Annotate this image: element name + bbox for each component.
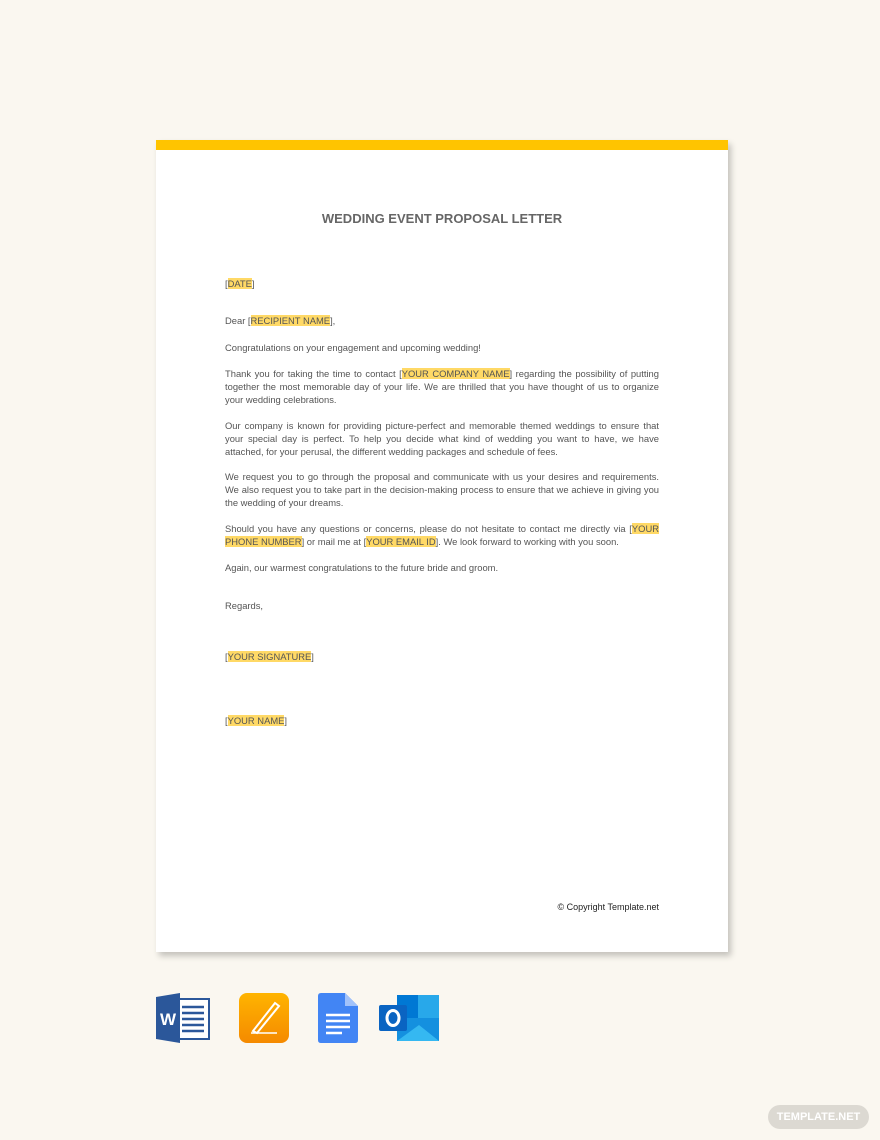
paragraph-text: ] or mail me at [	[301, 535, 367, 547]
template-net-badge[interactable]: TEMPLATE.NET	[768, 1105, 869, 1129]
salutation-text: ],	[330, 315, 336, 326]
salutation	[225, 315, 659, 328]
paragraph-text: Should you have any questions or concerns, please do not hesitate to contact me directly via [	[225, 523, 632, 534]
paragraph-1	[225, 368, 659, 406]
regards: Regards,	[225, 600, 264, 611]
signature-placeholder: YOUR SIGNATURE	[227, 651, 312, 662]
signature-line	[225, 651, 659, 664]
bracket: [	[225, 278, 228, 289]
copyright: © Copyright Template.net	[557, 902, 659, 912]
paragraph-text: Thank you for taking the time to contact [	[225, 368, 402, 379]
name-placeholder: YOUR NAME	[227, 715, 285, 726]
phone-placeholder: YOUR PHONE NUMBER	[225, 523, 659, 547]
svg-text:W: W	[159, 1010, 177, 1029]
bracket: [	[225, 651, 228, 662]
name-line	[225, 715, 659, 728]
bracket: [	[225, 715, 228, 726]
accent-bar	[156, 140, 728, 150]
date-placeholder: DATE	[227, 278, 252, 289]
apple-pages-icon[interactable]	[239, 993, 289, 1048]
closing-line: Again, our warmest congratulations to the future bride and groom.	[225, 562, 499, 573]
bracket: ]	[311, 651, 314, 662]
recipient-placeholder: RECIPIENT NAME	[250, 315, 331, 326]
microsoft-word-icon[interactable]	[156, 993, 210, 1048]
google-docs-icon[interactable]	[318, 993, 358, 1048]
salutation-text: Dear [	[225, 315, 251, 326]
bracket: ]	[251, 278, 255, 289]
paragraph-text: ]. We look forward to working with you soon.	[435, 535, 619, 547]
congrats-line: Congratulations on your engagement and upcoming wedding!	[225, 342, 481, 353]
email-placeholder: YOUR EMAIL ID	[366, 535, 436, 547]
bracket: ]	[284, 715, 287, 726]
outlook-icon[interactable]	[379, 993, 439, 1048]
company-placeholder: YOUR COMPANY NAME	[401, 368, 510, 379]
paragraph-3: We request you to go through the proposal and communicate with us your desires and requirements. We also request you to take part in the decision-making process to ensure that we achieve in giving you the wedding of your dreams.	[225, 471, 659, 508]
paragraph-text: ] regarding the possibility of putting together the most memorable day of your life. We are thrilled that you have thought of us to organize your wedding celebrations.	[225, 368, 659, 405]
letter-document	[156, 140, 728, 952]
document-title: WEDDING EVENT PROPOSAL LETTER	[321, 211, 563, 226]
paragraph-4	[225, 523, 659, 549]
date-line	[225, 278, 659, 291]
paragraph-2: Our company is known for providing picture-perfect and memorable themed weddings to ensure that your special day is perfect. To help you decide what kind of wedding you want to have, we have attached, for your perusal, the different wedding packages and schedule of fees.	[225, 420, 659, 457]
